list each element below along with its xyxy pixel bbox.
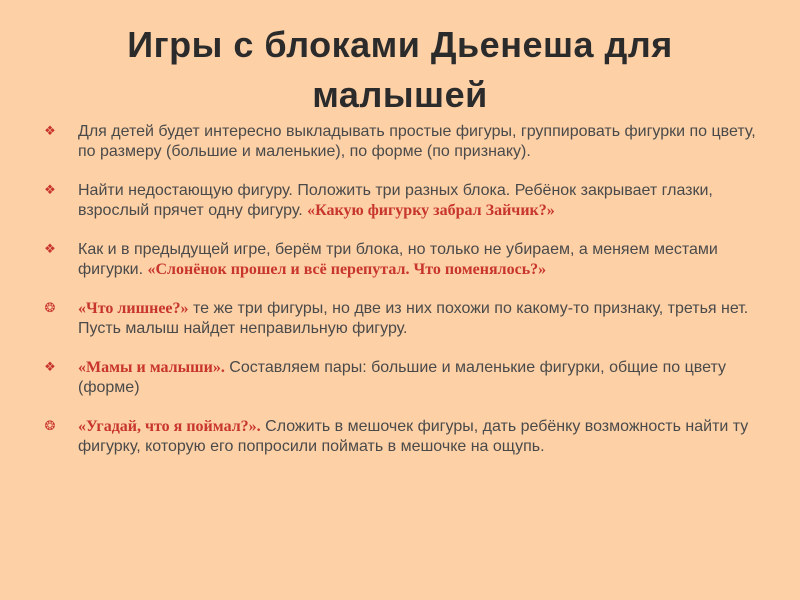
item-text: Составляем пары: большие и маленькие фигурки, общие по цвету (форме) [78, 359, 726, 396]
item-game-name: «Что лишнее?» [78, 300, 189, 317]
item-game-name: «Угадай, что я поймал?». [78, 418, 261, 435]
item-text: Для детей будет интересно выкладывать простые фигуры, группировать фигурки по цвету, по размеру (большие и маленькие), по форме (по признаку). [78, 123, 756, 160]
slide-title: Игры с блоками Дьенеша для малышей [127, 24, 673, 115]
item-game-name: «Мамы и малыши». [78, 359, 225, 376]
diamond-bullet-icon: ❖ [44, 183, 56, 198]
ornate-bullet-icon: ❂ [44, 419, 56, 434]
ornate-bullet-icon: ❂ [44, 301, 56, 316]
list-item [40, 299, 770, 339]
list-item [40, 240, 770, 280]
list-item [40, 122, 770, 162]
item-text: Сложить в мешочек фигуры, дать ребёнку возможность найти ту фигурку, которую его попросили поймать в мешочке на ощупь. [78, 418, 749, 455]
diamond-bullet-icon: ❖ [44, 360, 56, 375]
diamond-bullet-icon: ❖ [44, 124, 56, 139]
item-text: те же три фигуры, но две из них похожи по какому-то признаку, третья нет. Пусть малыш найдет неправильную фигуру. [78, 300, 749, 337]
diamond-bullet-icon: ❖ [44, 242, 56, 257]
bullet-list [40, 122, 770, 457]
list-item [40, 358, 770, 398]
list-item [40, 417, 770, 457]
item-game-name: «Слонёнок прошел и всё перепутал. Что поменялось?» [147, 261, 547, 278]
item-game-name: «Какую фигурку забрал Зайчик?» [307, 202, 555, 219]
item-text: Найти недостающую фигуру. Положить три разных блока. Ребёнок закрывает глазки, взрослый прячет одну фигуру. [78, 182, 713, 219]
list-item [40, 181, 770, 221]
item-text: Как и в предыдущей игре, берём три блока, но только не убираем, а меняем местами фигурки. [78, 241, 718, 278]
